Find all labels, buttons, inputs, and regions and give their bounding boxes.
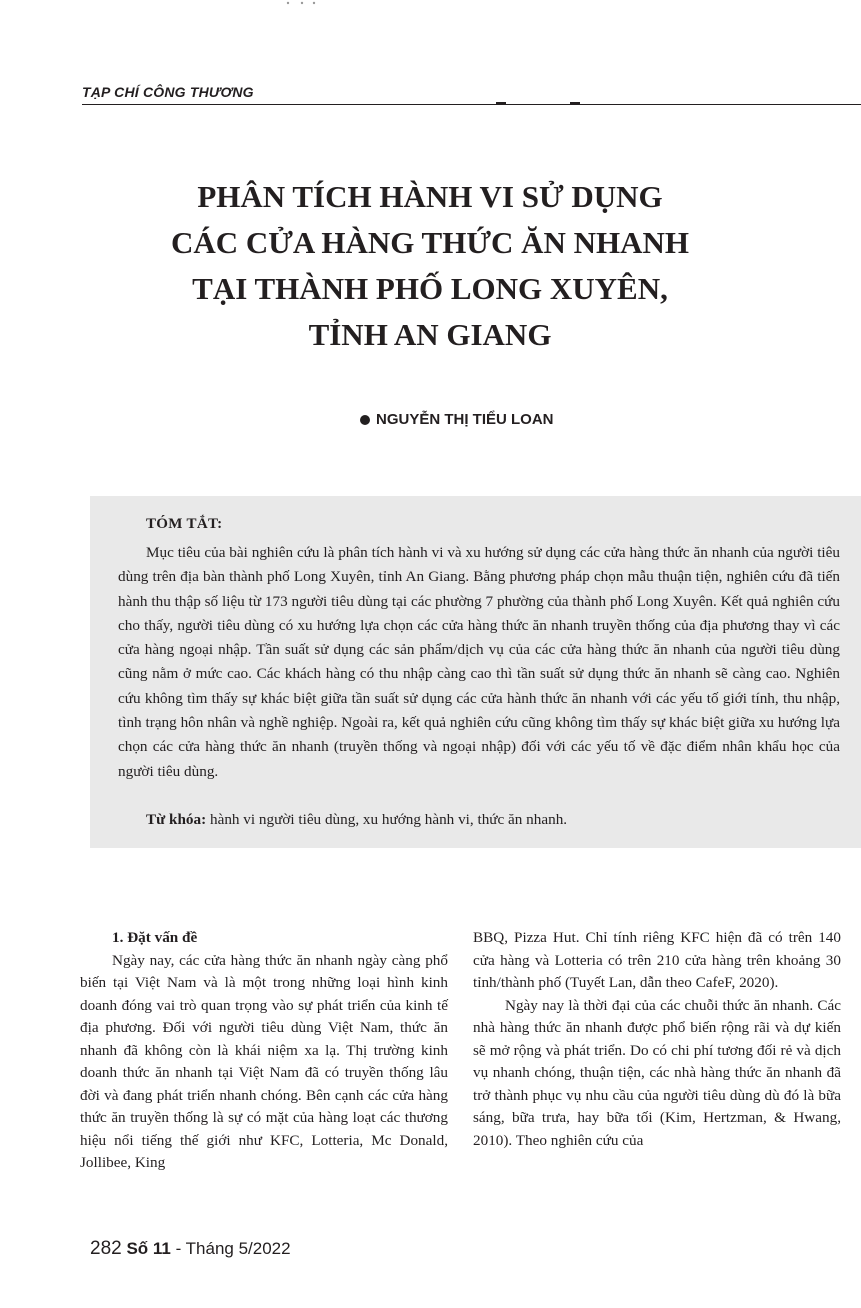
keywords	[146, 808, 840, 832]
abstract-text: Mục tiêu của bài nghiên cứu là phân tích hành vi và xu hướng sử dụng các cửa hàng thức ăn nhanh của người tiêu dùng trên địa bàn thành phố Long Xuyên, tỉnh An Giang. Bằng phương pháp chọn mẫu thuận tiện, nghiên cứu đã tiến hành thu thập số liệu từ 173 người tiêu dùng tại các phường 7 phường của thành phố Long Xuyên. Kết quả nghiên cứu cho thấy, người tiêu dùng có xu hướng lựa chọn các cửa hàng thức ăn nhanh truyền thống của địa phương thay vì các cửa hàng ngoại nhập. Tần suất sử dụng các sản phẩm/dịch vụ của các cửa hàng thức ăn nhanh của người tiêu dùng cũng nằm ở mức cao. Các khách hàng có thu nhập càng cao thì tần suất sử dụng thức ăn nhanh sẽ càng cao. Nghiên cứu không tìm thấy sự khác biệt giữa tần suất sử dụng các cửa hành thức ăn nhanh với các yếu tố giới tính, thu nhập, tình trạng hôn nhân và nghề nghiệp. Ngoài ra, kết quả nghiên cứu cũng không tìm thấy sự khác biệt giữa xu hướng lựa chọn các cửa hàng thức ăn nhanh (truyền thống và ngoại nhập) đối với các yếu tố về đặc điểm nhân khẩu học của người tiêu dùng.	[118, 544, 840, 780]
body-paragraph: BBQ, Pizza Hut. Chỉ tính riêng KFC hiện đã có trên 140 cửa hàng và Lotteria có trên 210 cửa hàng trên khoảng 30 tỉnh/thành phố (Tuyết Lan, dẫn theo CafeF, 2020).	[473, 929, 841, 991]
header-rule-mark	[496, 102, 506, 104]
body-paragraph: Ngày nay, các cửa hàng thức ăn nhanh ngày càng phổ biến tại Việt Nam và là một trong những loại hình kinh doanh đóng vai trò quan trọng vào sự phát triển của kinh tế địa phương. Đối với người tiêu dùng Việt Nam, thức ăn nhanh đã không còn là khái niệm xa lạ. Thị trường kinh doanh thức ăn nhanh tại Việt Nam đã có truyền thống lâu đời và đang phát triển nhanh chóng. Bên cạnh các cửa hàng thức ăn truyền thống là sự có mặt của hàng loạt các thương hiệu nổi tiếng thế giới như KFC, Lotteria, Mc Donald, Jollibee, King	[80, 951, 448, 1171]
issue-month: Tháng 5/2022	[185, 1239, 291, 1258]
journal-name: TẠP CHÍ CÔNG THƯƠNG	[82, 84, 254, 100]
header-rule	[82, 104, 861, 105]
article-title	[60, 174, 800, 358]
author-name: NGUYỄN THỊ TIỂU LOAN	[376, 411, 554, 428]
author-byline	[360, 411, 554, 428]
body-paragraph: Ngày nay là thời đại của các chuỗi thức ăn nhanh. Các nhà hàng thức ăn nhanh được phổ biến rộng rãi và dự kiến sẽ mở rộng và phát triển. Do có chi phí tương đối rẻ và dịch vụ nhanh chóng, thuận tiện, các nhà hàng thức ăn nhanh đã trở thành phục vụ nhu cầu của người tiêu dùng dù đó là bữa sáng, bữa trưa, hay bữa tối (Kim, Hertzman, & Hwang, 2010). Theo nghiên cứu của	[473, 996, 841, 1149]
keywords-label: Từ khóa:	[146, 811, 207, 828]
page-footer	[90, 1238, 291, 1260]
keywords-text: hành vi người tiêu dùng, xu hướng hành vi, thức ăn nhanh.	[209, 811, 568, 828]
issue-number: Số 11	[126, 1239, 171, 1258]
bullet-icon	[360, 415, 370, 425]
abstract-heading: TÓM TẮT:	[146, 516, 223, 532]
page-number: 282	[90, 1238, 122, 1259]
title-line: CÁC CỬA HÀNG THỨC ĂN NHANH	[170, 225, 690, 260]
title-line: TỈNH AN GIANG	[308, 317, 552, 352]
title-line: TẠI THÀNH PHỐ LONG XUYÊN,	[192, 271, 668, 306]
title-line: PHÂN TÍCH HÀNH VI SỬ DỤNG	[197, 179, 663, 214]
body-column-right	[473, 927, 841, 1152]
header-rule-mark	[570, 102, 580, 104]
top-edge-marks	[270, 0, 330, 6]
body-column-left	[80, 927, 448, 1175]
footer-separator: -	[170, 1239, 186, 1258]
section-heading: 1. Đặt vấn đề	[112, 929, 198, 946]
